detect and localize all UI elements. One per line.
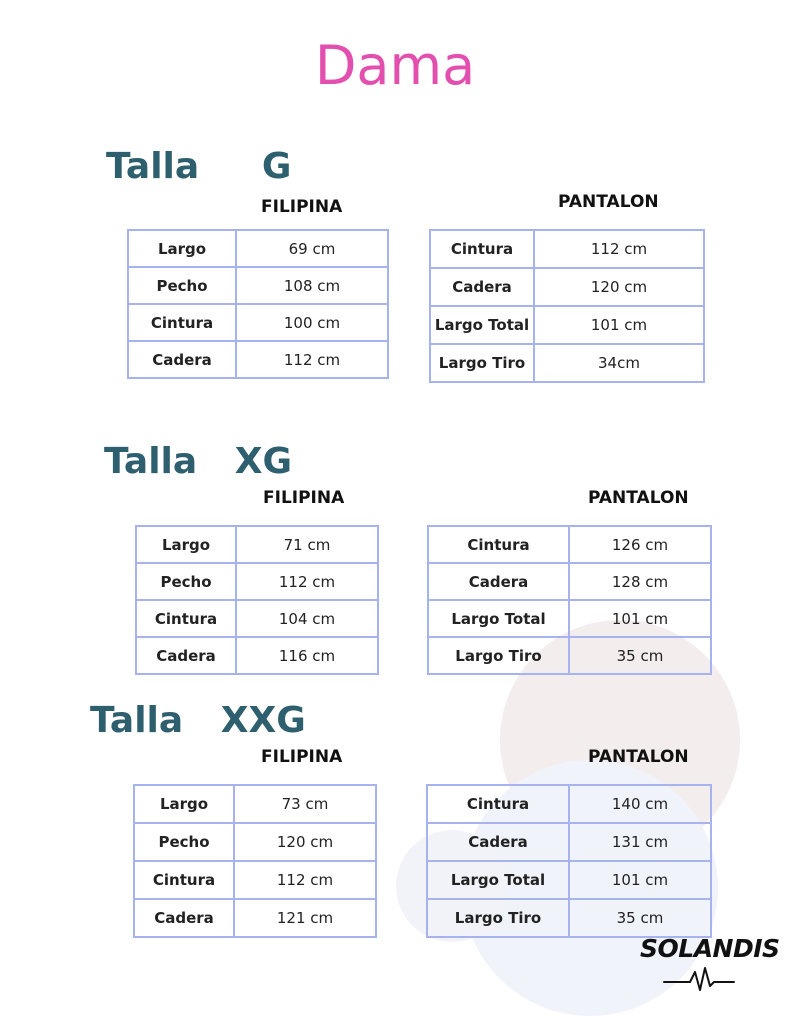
- measure-name: Largo Tiro: [428, 637, 569, 674]
- measure-value: 112 cm: [234, 861, 376, 899]
- measure-value: 104 cm: [236, 600, 378, 637]
- measure-value: 120 cm: [534, 268, 704, 306]
- measure-value: 101 cm: [569, 861, 711, 899]
- measure-value: 35 cm: [569, 899, 711, 937]
- measure-name: Cadera: [427, 823, 569, 861]
- table-row: [427, 861, 711, 899]
- measure-value: 34cm: [534, 344, 704, 382]
- measure-name: Cintura: [134, 861, 234, 899]
- measure-name: Largo: [134, 785, 234, 823]
- table-row: [134, 861, 376, 899]
- table-row: [128, 304, 388, 341]
- table-row: [428, 637, 711, 674]
- brand-name: SOLANDIS: [640, 934, 780, 963]
- measure-value: 116 cm: [236, 637, 378, 674]
- page-title: Dama: [314, 34, 476, 97]
- pantalon-table-xxg: [426, 784, 712, 938]
- table-row: [128, 341, 388, 378]
- measure-value: 112 cm: [236, 341, 388, 378]
- filipina-label: FILIPINA: [261, 197, 343, 217]
- measure-value: 128 cm: [569, 563, 711, 600]
- measure-name: Largo Total: [430, 306, 534, 344]
- filipina-table-xxg: [133, 784, 377, 938]
- measure-value: 69 cm: [236, 230, 388, 267]
- filipina-label: FILIPINA: [261, 747, 343, 767]
- measure-name: Largo Tiro: [430, 344, 534, 382]
- measure-value: 126 cm: [569, 526, 711, 563]
- measure-name: Pecho: [128, 267, 236, 304]
- measure-name: Cadera: [430, 268, 534, 306]
- measure-name: Largo Total: [427, 861, 569, 899]
- table-row: [430, 344, 704, 382]
- table-row: [128, 230, 388, 267]
- measure-name: Pecho: [134, 823, 234, 861]
- table-row: [430, 230, 704, 268]
- measure-value: 112 cm: [236, 563, 378, 600]
- pantalon-label: PANTALON: [588, 747, 689, 767]
- measure-value: 35 cm: [569, 637, 711, 674]
- table-row: [136, 563, 378, 600]
- measure-value: 140 cm: [569, 785, 711, 823]
- measure-name: Cadera: [134, 899, 234, 937]
- table-row: [427, 899, 711, 937]
- heartbeat-icon: [640, 964, 770, 994]
- measure-name: Cintura: [430, 230, 534, 268]
- table-row: [430, 306, 704, 344]
- filipina-label: FILIPINA: [263, 488, 345, 508]
- filipina-table-g: [127, 229, 389, 379]
- pantalon-table-xg: [427, 525, 712, 675]
- measure-value: 73 cm: [234, 785, 376, 823]
- measure-name: Largo Total: [428, 600, 569, 637]
- measure-name: Cintura: [427, 785, 569, 823]
- size-heading-xxg: Talla XXG: [90, 700, 306, 741]
- measure-name: Cadera: [136, 637, 236, 674]
- table-row: [427, 785, 711, 823]
- brand-logo: [640, 934, 780, 1000]
- measure-name: Largo: [128, 230, 236, 267]
- measure-value: 108 cm: [236, 267, 388, 304]
- measure-name: Largo: [136, 526, 236, 563]
- measure-value: 131 cm: [569, 823, 711, 861]
- table-row: [136, 637, 378, 674]
- measure-value: 112 cm: [534, 230, 704, 268]
- table-row: [128, 267, 388, 304]
- table-row: [430, 268, 704, 306]
- measure-value: 101 cm: [569, 600, 711, 637]
- measure-name: Cadera: [128, 341, 236, 378]
- measure-value: 101 cm: [534, 306, 704, 344]
- table-row: [134, 899, 376, 937]
- table-row: [428, 526, 711, 563]
- pantalon-table-g: [429, 229, 705, 383]
- pantalon-label: PANTALON: [588, 488, 689, 508]
- filipina-table-xg: [135, 525, 379, 675]
- measure-name: Cintura: [128, 304, 236, 341]
- measure-value: 121 cm: [234, 899, 376, 937]
- table-row: [136, 600, 378, 637]
- measure-name: Pecho: [136, 563, 236, 600]
- table-row: [136, 526, 378, 563]
- measure-name: Cintura: [428, 526, 569, 563]
- table-row: [428, 600, 711, 637]
- measure-value: 71 cm: [236, 526, 378, 563]
- measure-value: 120 cm: [234, 823, 376, 861]
- measure-name: Largo Tiro: [427, 899, 569, 937]
- table-row: [134, 785, 376, 823]
- table-row: [428, 563, 711, 600]
- measure-name: Cintura: [136, 600, 236, 637]
- measure-name: Cadera: [428, 563, 569, 600]
- size-heading-xg: Talla XG: [104, 441, 293, 482]
- table-row: [134, 823, 376, 861]
- measure-value: 100 cm: [236, 304, 388, 341]
- pantalon-label: PANTALON: [558, 192, 659, 212]
- table-row: [427, 823, 711, 861]
- size-heading-g: Talla G: [106, 146, 292, 187]
